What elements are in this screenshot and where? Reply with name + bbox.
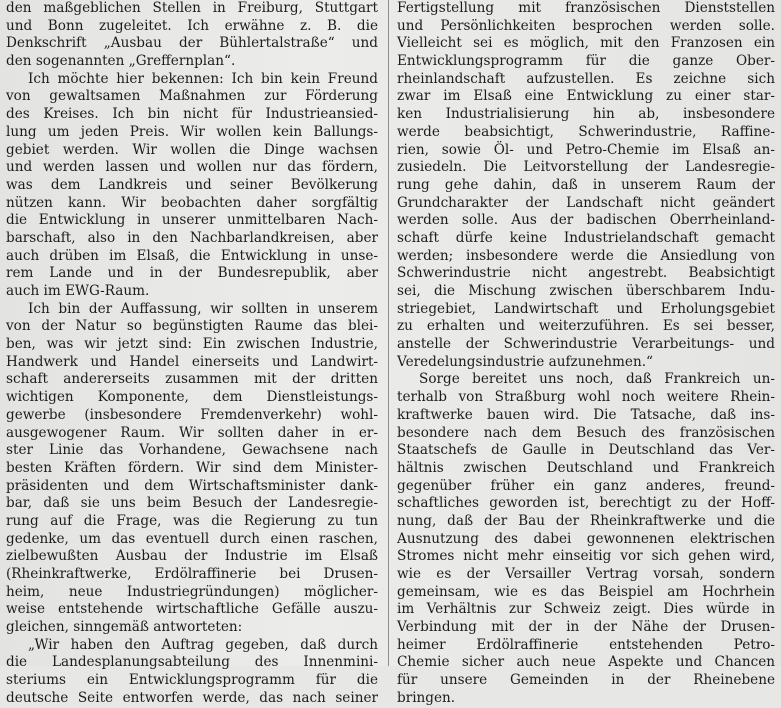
text-line: Stromes nicht mehr einseitig vor sich gehen wird, (397, 548, 775, 565)
text-line: zu erhalten und weiterzuführen. Es sei besser, (397, 318, 775, 335)
text-line: rien, sowie Öl- und Petro-Chemie im Elsaß an- (397, 141, 775, 158)
text-line: bringen. (397, 689, 456, 706)
text-line: auch drüben im Elsaß, die Entwicklung in unse- (6, 247, 378, 264)
text-line: lung um jeden Preis. Wir wollen kein Ballungs- (6, 123, 378, 140)
right-text-column (397, 0, 775, 708)
text-line: Ich bin der Auffassung, wir sollten in unserem (28, 300, 378, 317)
text-line: gebiet werden. Wir wollen die Dinge wachsen (6, 141, 378, 158)
text-line: besondere nach dem Besuch des französischen (397, 424, 775, 441)
left-text-column (6, 0, 378, 708)
text-line: nung, daß der Bau der Rheinkraftwerke und die (397, 512, 775, 529)
text-line: und Persönlichkeiten besprochen werden solle. (397, 17, 775, 34)
text-line: Veredelungsindustrie aufzunehmen.“ (397, 353, 653, 370)
text-line: werden; insbesondere werde die Ansiedlung von (397, 247, 775, 264)
text-line: schaft andererseits zusammen mit der dritten (6, 371, 378, 388)
text-line: den maßgeblichen Stellen in Freiburg, Stuttgart (6, 0, 378, 16)
text-line: kraftwerke bauen wird. Die Tatsache, daß ins- (397, 406, 775, 423)
text-line: hältnis zwischen Deutschland und Frankreich (397, 459, 775, 476)
text-line: Sorge bereitet uns noch, daß Frankreich un- (419, 371, 775, 388)
text-line: Vielleicht sei es möglich, mit den Franzosen ein (397, 35, 775, 52)
column-divider (388, 0, 389, 666)
text-line: weise entstehende wirtschaftliche Gefälle auszu- (6, 601, 378, 618)
text-line: Schwerindustrie nicht angestrebt. Beabsichtigt (397, 265, 775, 282)
text-line: werden solle. Aus der badischen Oberrheinland- (397, 212, 775, 229)
text-line: ken Industrialisierung hin ab, insbesondere (397, 106, 775, 123)
text-line: auch im EWG-Raum. (6, 283, 150, 299)
text-line: Verbindung mit der in der Nähe der Drusen- (397, 619, 775, 636)
text-line: barschaft, also in den Nachbarlandkreisen, aber (6, 229, 378, 246)
text-line: zusiedeln. Die Leitvorstellung der Landesregie- (397, 159, 775, 176)
text-line: von der Natur so begünstigten Raume das blei- (6, 318, 378, 335)
text-line: rung gehe dahin, daß in unserem Raum der (397, 176, 775, 193)
text-line: Handwerk und Handel einerseits und Landwirt- (6, 353, 378, 370)
text-line: gemeinsam, wie es das Beispiel am Hochrhein (397, 583, 775, 600)
text-line: Grundcharakter der Landschaft nicht geändert (397, 194, 775, 211)
text-line: zielbewußten Ausbau der Industrie im Elsaß (6, 548, 378, 565)
text-line: Denkschrift „Ausbau der Bühlertalstraße“ und (6, 35, 378, 52)
text-line: die Entwicklung in unserer unmittelbaren Nach- (6, 212, 378, 229)
text-line: die Landesplanungsabteilung des Innenmini- (6, 654, 378, 671)
text-line: gleichen, sinngemäß antworteten: (6, 619, 243, 636)
text-line: was dem Landkreis und seiner Bevölkerung (6, 176, 378, 193)
text-line: steriums ein Entwicklungsprogramm für die (6, 672, 378, 689)
text-line: (Rheinkraftwerke, Erdölraffinerie bei Drusen- (6, 566, 378, 582)
text-line: heim, neue Industriegründungen) möglicher- (6, 583, 378, 600)
text-line: ausgewogener Raum. Wir sollten daher in er- (6, 424, 378, 441)
text-line: gedenke, um das eventuell durch einen raschen, (6, 530, 378, 547)
text-line: im Verhältnis zur Schweiz zeigt. Dies würde in (397, 601, 775, 618)
text-line: Entwicklungsprogramm für die ganze Ober- (397, 53, 775, 70)
text-line: von gewaltsamen Maßnahmen zur Förderung (6, 88, 378, 105)
text-line: deutsche Seite entworfen werde, das nach seiner (6, 689, 378, 706)
text-line: striegebiet, Landwirtschaft und Erholungsgebiet (397, 300, 775, 317)
text-line: besten Kräften fördern. Wir sind dem Minister- (6, 459, 378, 476)
text-line: und werden lassen und wollen nur das fördern, (6, 159, 378, 176)
text-line: und Bonn zugeleitet. Ich erwähne z. B. die (6, 17, 378, 34)
text-line: gewerbe (insbesondere Fremdenverkehr) wohl- (6, 406, 378, 423)
text-line: bar, daß sie uns beim Besuch der Landesregie- (6, 495, 378, 512)
text-line: Ich möchte hier bekennen: Ich bin kein Freund (28, 70, 378, 87)
text-line: Ausnutzung des dabei gewonnenen elektrischen (397, 530, 775, 547)
text-line: anstelle der Schwerindustrie Verarbeitungs- und (397, 336, 775, 353)
text-line: ben, was wir jetzt sind: Ein zwischen Industrie, (6, 336, 378, 353)
text-line: terhalb von Straßburg wohl noch weitere Rhein- (397, 389, 775, 406)
text-line: rheinlandschaft aufzustellen. Es zeichne sich (397, 70, 775, 87)
text-line: des Kreises. Ich bin nicht für Industrieansied- (6, 106, 378, 123)
text-line: werde beabsichtigt, Schwerindustrie, Raffine- (397, 123, 775, 140)
text-line: rung auf die Frage, was die Regierung zu tun (6, 512, 378, 529)
text-line: sei, die Mischung zwischen überschbarem Indu- (397, 283, 775, 299)
text-line: schaft dürfe keine Industrielandschaft gemacht (397, 229, 775, 246)
text-line: wichtigen Komponente, dem Dienstleistungs- (6, 389, 378, 406)
text-line: zwar im Elsaß eine Entwicklung zu einer star- (397, 88, 775, 105)
text-line: schaftliches geworden ist, berechtigt zu der Hoff- (397, 495, 775, 512)
text-line: Fertigstellung mit französischen Dienststellen (397, 0, 775, 16)
text-line: Staatschefs de Gaulle in Deutschland das Ver- (397, 442, 775, 459)
text-line: rem Lande und in der Bundesrepublik, aber (6, 265, 378, 282)
text-line: nützen kann. Wir beobachten daher sorgfältig (6, 194, 378, 211)
text-line: den sogenannten „Greffernplan“. (6, 53, 236, 70)
text-line: wie es der Versailler Vertrag vorsah, sondern (397, 566, 775, 582)
text-line: heimer Erdölraffinerie entstehenden Petro- (397, 636, 775, 653)
text-line: präsidenten und dem Wirtschaftsminister dank- (6, 477, 378, 494)
text-line: gegenüber früher ein ganz anderes, freund- (397, 477, 775, 494)
text-line: ster Linie das Vorhandene, Gewachsene nach (6, 442, 378, 459)
text-line: für unsere Gemeinden in der Rheinebene (397, 672, 775, 689)
text-line: „Wir haben den Auftrag gegeben, daß durch (28, 636, 378, 653)
text-line: Chemie sicher auch neue Aspekte und Chancen (397, 654, 775, 671)
